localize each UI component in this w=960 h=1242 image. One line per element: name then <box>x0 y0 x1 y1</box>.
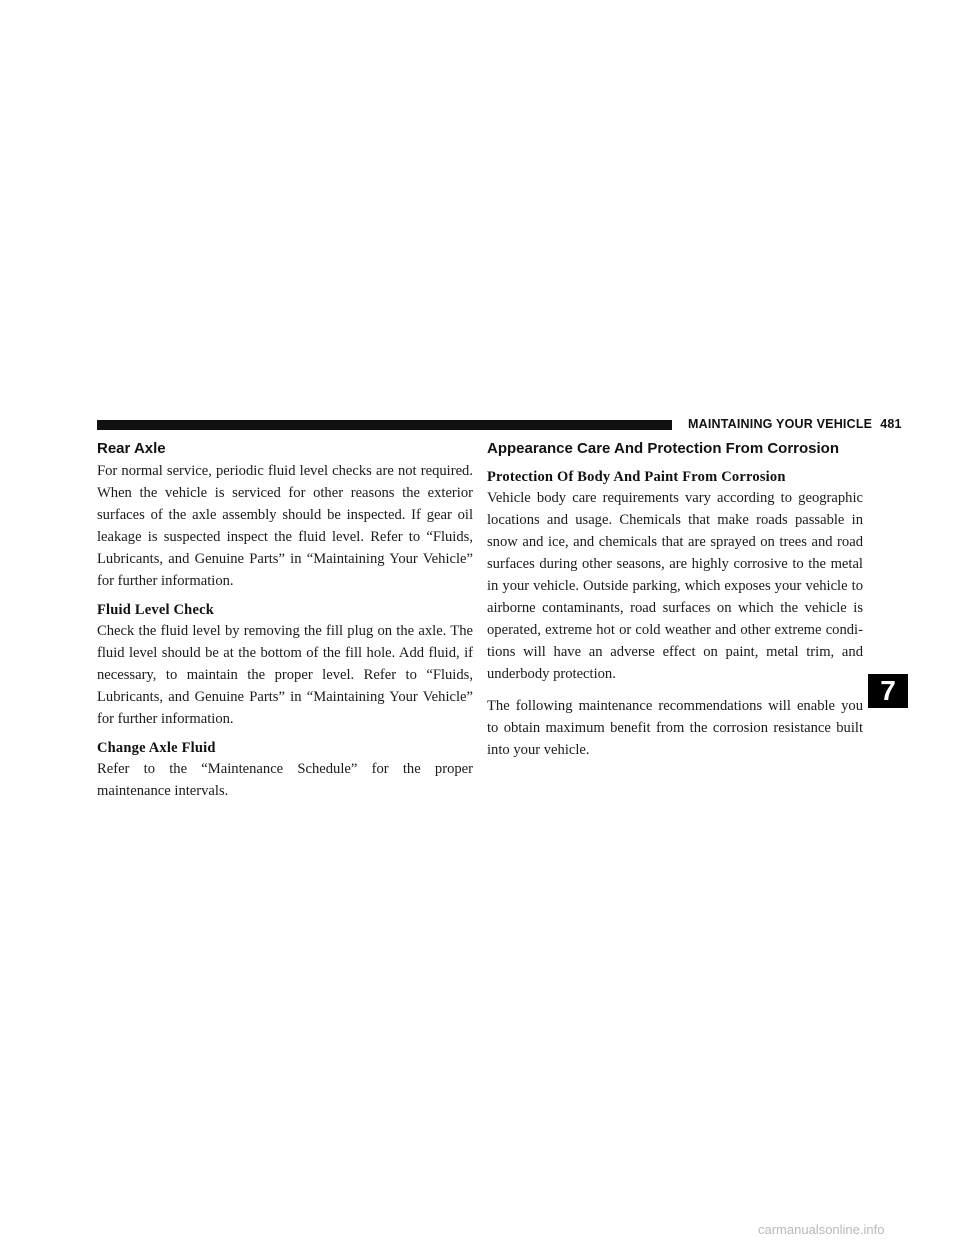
appearance-care-heading: Appearance Care And Protection From Corrosion <box>487 440 840 457</box>
page-number: 481 <box>880 417 902 431</box>
rear-axle-body: For normal service, periodic fluid level checks are not required. When the vehicle is serviced for other reasons the exterior surfaces of the axle assembly should be inspected. If gear oil leakage is suspected inspect the fluid level. Refer to “Fluids, Lubricants, and Genuine Parts” in “Maintaining Your Vehicle” for further information. <box>97 463 473 589</box>
watermark: carmanualsonline.info <box>758 1222 885 1237</box>
rear-axle-heading: Rear Axle <box>97 440 166 457</box>
header-rule <box>97 420 672 430</box>
right-column <box>487 440 863 771</box>
left-column <box>97 440 473 812</box>
change-axle-fluid-body: Refer to the “Maintenance Schedule” for the proper maintenance intervals. <box>97 761 473 799</box>
body-paint-protection-heading: Protection Of Body And Paint From Corrosion <box>487 469 786 485</box>
header-section-title: MAINTAINING YOUR VEHICLE <box>688 417 873 431</box>
running-header <box>688 417 902 431</box>
maintenance-recommendation-paragraph: The following maintenance recommendations will enable you to obtain maximum benefit from the corrosion resistance built into your vehicle. <box>487 698 863 758</box>
chapter-tab: 7 <box>868 674 908 708</box>
fluid-level-check-body: Check the fluid level by removing the fill plug on the axle. The fluid level should be at the bottom of the fill hole. Add fluid, if necessary, to maintain the proper level. Refer to “Fluids, Lubricants, and Genuine Parts” in “Maintaining Your Vehicle” for further information. <box>97 623 473 727</box>
body-care-paragraph: Vehicle body care requirements vary according to geographic locations and usage. Chemicals that make roads passable in snow and ice, and chemicals that are sprayed on trees and road surfaces during other seasons, are highly corrosive to the metal in your vehicle. Outside parking, which exposes your vehicle to airborne contaminants, road surfaces on which the vehicle is operated, extreme hot or cold weather and other extreme conditions will have an adverse effect on paint, metal trim, and underbody protection. <box>487 490 863 682</box>
fluid-level-check-heading: Fluid Level Check <box>97 602 214 618</box>
change-axle-fluid-heading: Change Axle Fluid <box>97 740 216 756</box>
